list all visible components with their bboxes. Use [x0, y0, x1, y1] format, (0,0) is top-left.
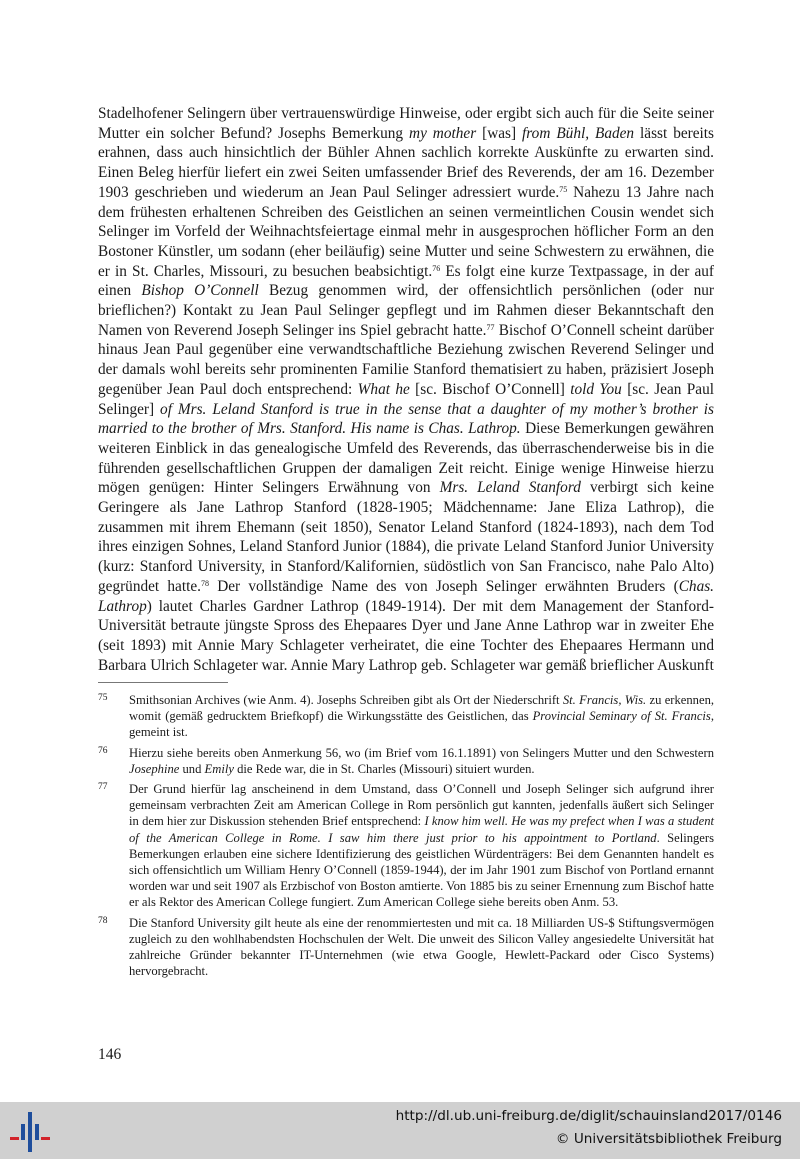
viewer-footer — [0, 1102, 800, 1159]
main-text — [98, 104, 714, 675]
text-run: my mother — [409, 124, 477, 142]
text-run: lässt bereits erahnen, dass auch hinsichtlich der Bühler Ahnen sachlich korrekte Auskünfte zu erwarten sind. Einen Beleg hierfür liefert ein zwei Seiten umfassender Brief des Reverends, der am 16. Dezember 1903 geschrieben und wiederum an Jean Paul Selinger adressiert wurde. — [98, 124, 714, 201]
text-run: Smithsonian Archives (wie Anm. 4). Josephs Schreiben gibt als Ort der Niederschrift — [129, 693, 563, 707]
logo-bar-center — [28, 1112, 32, 1152]
logo-bar-right — [35, 1124, 39, 1140]
footnote-ref-78[interactable]: 78 — [200, 578, 209, 588]
text-run: Bischof O’Connell scheint darüber hinaus Jean Paul gegenüber eine verwandtschaftliche Beziehung zwischen Reverend Selinger und der damals wohl bereits sehr prominenten Familie Stanford thematisiert zu haben, präzisiert Joseph gegenüber Jean Paul doch entsprechend: — [98, 321, 714, 398]
footnote-ref-75[interactable]: 75 — [559, 184, 568, 194]
permalink-url[interactable]: http://dl.ub.uni-freiburg.de/diglit/schauinsland2017/0146 — [395, 1108, 782, 1124]
text-run: Emily — [204, 761, 234, 776]
text-run: told You — [570, 380, 622, 398]
text-run: verbirgt sich keine Geringere als Jane Lathrop Stanford (1828-1905; Mädchenname: Jane Eliza Lathrop), die zusammen mit ihrem Ehemann (seit 1850), Senator Leland Stanford (1824-1893), nach dem Tod ihres einzigen Sohnes, Leland Stanford Junior (1884), die private Leland Stanford Junior University (kurz: Stanford University, in Stanford/Kalifornien, südöstlich von San Francisco, nahe Palo Alto) gegründet hatte. — [98, 479, 715, 595]
text-run: die Rede war, die in St. Charles (Missouri) situiert wurden. — [233, 761, 535, 776]
text-run: What he — [357, 380, 410, 398]
footnotes — [98, 692, 714, 983]
text-run: Nahezu 13 Jahre nach dem frühesten erhaltenen Schreiben des Geistlichen an seinen vermeintlichen Cousin wendet sich Selinger im Vorfeld der Weihnachtsfeiertage einmal mehr in ausgesprochen höflicher Form an den Bostoner Künstler, um sodann (eher beiläufig) seine Mutter und seine Schwestern zu erwähnen, die er in St. Charles, Missouri, zu besuchen beabsichtigt. — [98, 183, 715, 280]
text-run: Bishop O’Connell — [141, 282, 259, 300]
text-run: Es folgt eine kurze Textpassage, in der auf einen — [98, 262, 714, 300]
footnote-ref-77[interactable]: 77 — [486, 322, 495, 332]
text-run: Stadelhofener Selingern über vertrauenswürdige Hinweise, oder ergibt sich auch für die Seite seiner Mutter ein solcher Befund? Josephs Bemerkung — [98, 105, 714, 142]
text-run: [sc. Jean Paul Selinger] — [98, 380, 714, 418]
logo-bar-left — [21, 1124, 25, 1140]
logo-dash-right — [41, 1137, 50, 1140]
footnote-ref-76[interactable]: 76 — [432, 263, 441, 273]
text-run: zu erkennen, womit (gemäß gedrucktem Briefkopf) die Wirkungsstätte des Geistlichen, das — [129, 693, 715, 724]
ub-freiburg-logo-icon[interactable] — [8, 1110, 52, 1154]
copyright-notice: © Universitätsbibliothek Freiburg — [555, 1131, 782, 1147]
footnote-divider — [98, 682, 228, 683]
text-run: [sc. Bischof O’Connell] — [409, 380, 571, 398]
page-number: 146 — [98, 1046, 122, 1063]
footnote-number: 76 — [98, 745, 108, 756]
footnote-78 — [98, 915, 714, 980]
text-run: Mrs. Leland Stanford — [439, 479, 581, 497]
footnote-number: 78 — [98, 915, 108, 926]
text-run: [was] — [476, 124, 523, 142]
text-run: from Bühl, Baden — [522, 124, 635, 142]
text-run: Bezug genommen wird, der offensichtlich persönlichen (oder nur brieflichen?) Kontakt zu Jean Paul Selinger gepflegt und im Rahmen dieser Bekanntschaft den Namen von Reverend Joseph Selinger ins Spiel gebracht hatte. — [98, 282, 714, 339]
footnote-number: 75 — [98, 693, 108, 703]
logo-dash-left — [10, 1137, 19, 1140]
text-run: St. Francis, Wis. — [562, 693, 647, 707]
footnote-number: 77 — [98, 782, 108, 793]
text-run: und — [179, 761, 205, 776]
text-run: ) lautet Charles Gardner Lathrop (1849-1914). Der mit dem Management der Stanford-Universität betraute jüngste Spross des Ehepaares Dyer und Jane Anne Lathrop war in zweiter Ehe (seit 1893) mit Annie Mary Schlageter verheiratet, die eine Tochter des Ehepaares Hermann und Barbara Ulrich Schlageter war. Annie Mary Lathrop geb. Schlageter war gemäß brieflicher Auskunft — [98, 597, 714, 674]
body-paragraph — [98, 104, 714, 675]
text-run: Josephine — [129, 761, 180, 776]
footnote-75 — [98, 692, 714, 741]
text-run: of Mrs. Leland Stanford is true in the sense that a daughter of my mother’s brother is married to the brother of Mrs. Stanford. His name is Chas. Lathrop. — [98, 400, 714, 438]
text-run: Der vollständige Name des von Joseph Selinger erwähnten Bruders ( — [208, 577, 679, 595]
text-run: Chas. Lathrop — [98, 577, 714, 615]
text-run: , gemeint ist. — [129, 709, 714, 740]
text-run: Provincial Seminary of St. Francis — [532, 709, 711, 724]
text-run: Die Stanford University gilt heute als eine der renommiertesten und mit ca. 18 Milliarden US-$ Stiftungsvermögen zugleich zu den wohlhabendsten Hochschulen der Welt. Die unweit des Silicon Valley angesiedelte Universität hat zahlreiche Gründer bekannter IT-Unternehmen (wie etwa Google, Hewlett-Packard oder Cisco Systems) hervorgebracht. — [129, 915, 714, 979]
text-run: Hierzu siehe bereits oben Anmerkung 56, wo (im Brief vom 16.1.1891) von Selingers Mutter und den Schwestern — [129, 745, 714, 760]
footnote-76 — [98, 745, 714, 777]
footnote-77 — [98, 781, 714, 911]
text-run: I know him well. He was my prefect when I was a student of the American College in Rome. I saw him there just prior to his appointment to Portland — [129, 814, 714, 845]
text-run: Der Grund hierfür lag anscheinend in dem Umstand, dass O’Connell und Joseph Selinger sich aufgrund ihrer gemeinsam verbrachten Zeit am American College in Rom persönlich gut kannten, jedenfalls äußert sich Selinger in dem hier zur Diskussion stehenden Brief entsprechend: — [129, 782, 714, 829]
text-run: Diese Bemerkungen gewähren weiteren Einblick in das genealogische Umfeld des Reverends, das überraschenderweise bis in die führenden gesellschaftlichen Gruppen der damaligen Zeit reicht. Einige wenige Hinweise hierzu mögen genügen: Hinter Selingers Erwähnung von — [98, 420, 715, 497]
text-run: . Selingers Bemerkungen erlauben eine sichere Identifizierung des geistlichen Würdenträgers: Bei dem Genannten handelt es sich offensichtlich um William Henry O’Connell (1859-1944), der im Jahr 1901 zum Bischof von Portland ernannt worden war und seit 1907 als Erzbischof von Boston amtierte. Von 1885 bis zu seiner Ernennung zum Bischof hatte er als Rektor des American College fungiert. Zum American College siehe bereits oben Anm. 53. — [129, 830, 714, 910]
